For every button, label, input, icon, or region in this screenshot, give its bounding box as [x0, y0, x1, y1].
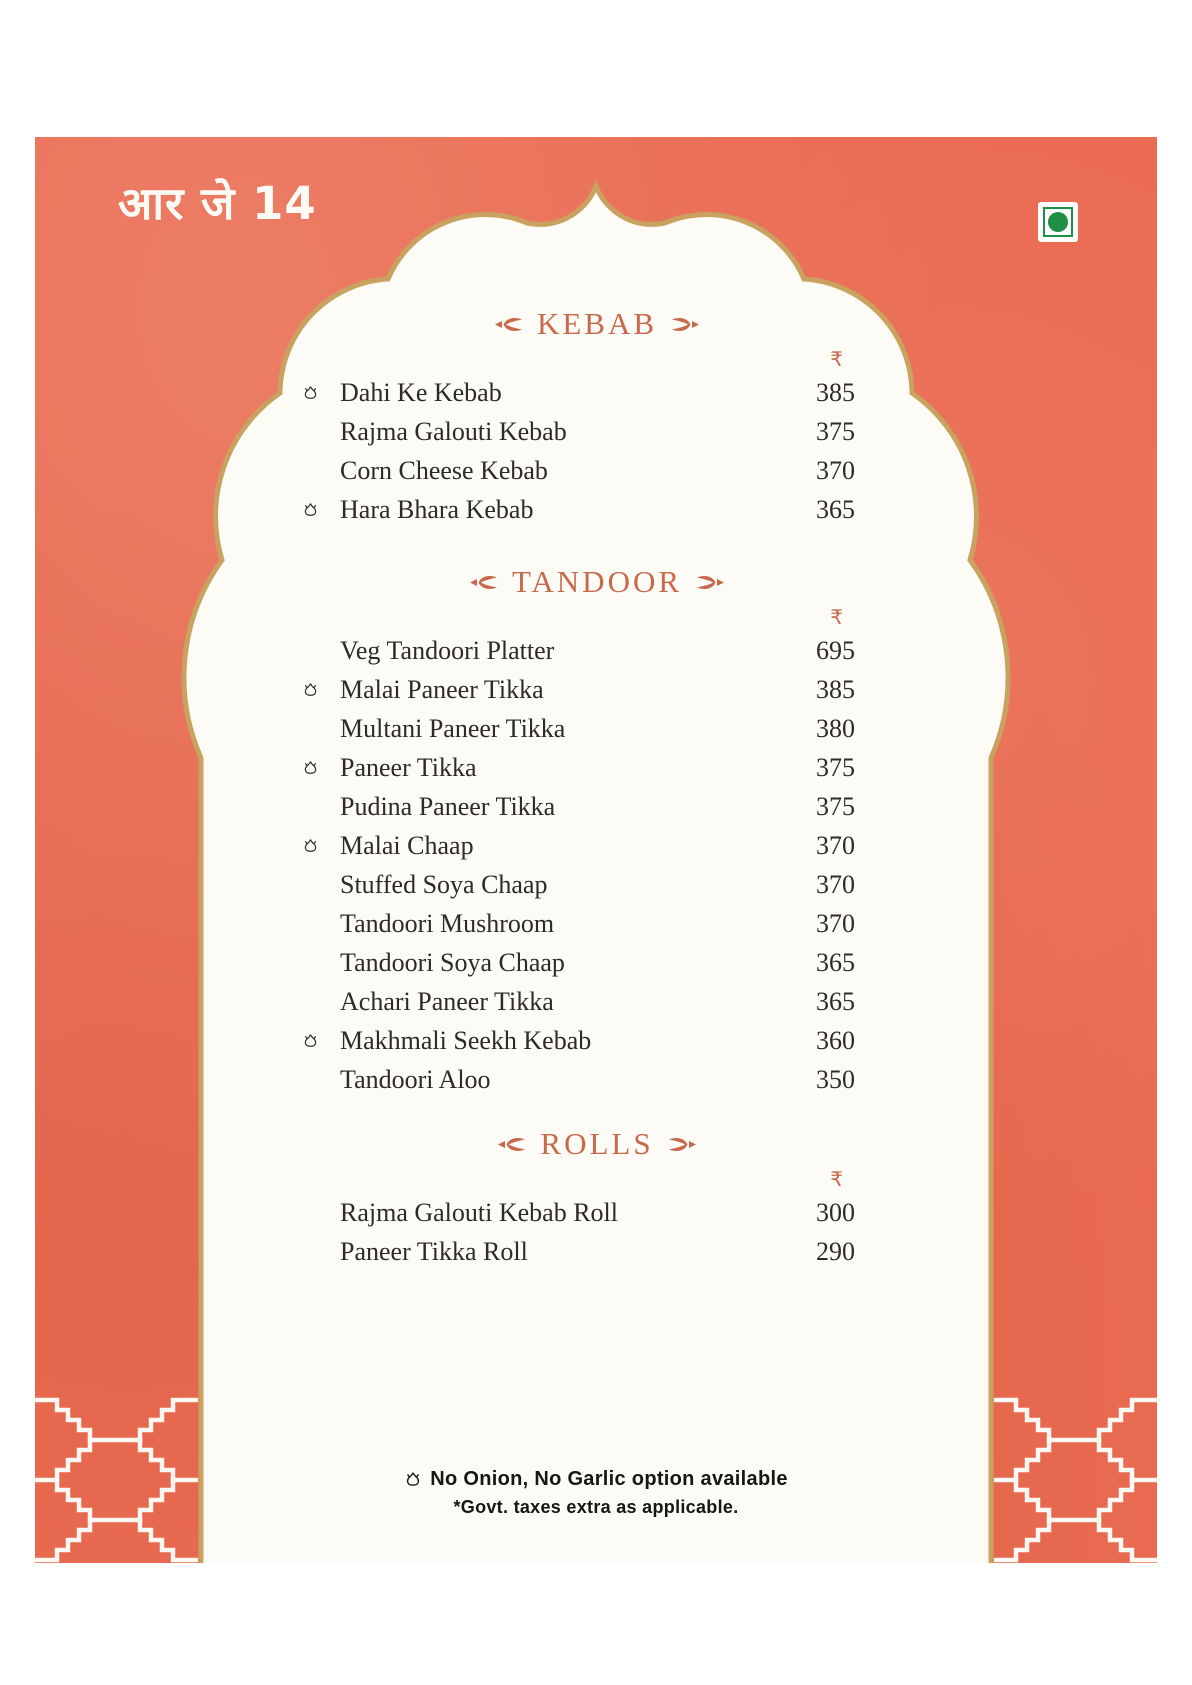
no-onion-garlic-slot	[300, 424, 340, 440]
section-title-text: KEBAB	[536, 306, 658, 341]
menu-item-list	[300, 1193, 855, 1271]
item-price: 375	[816, 752, 855, 782]
menu-item-row	[300, 709, 855, 748]
no-onion-garlic-icon	[302, 1033, 319, 1049]
menu-item-row	[300, 865, 855, 904]
menu-item-row	[300, 943, 855, 982]
no-onion-garlic-icon	[302, 682, 319, 698]
no-onion-garlic-slot	[300, 838, 340, 854]
no-onion-garlic-note	[198, 1466, 994, 1492]
fleur-left-icon	[494, 315, 524, 334]
no-onion-garlic-slot	[300, 1205, 340, 1221]
no-onion-garlic-slot	[300, 721, 340, 737]
no-onion-garlic-slot	[300, 760, 340, 776]
no-onion-garlic-slot	[300, 1244, 340, 1260]
currency-line	[300, 345, 855, 373]
item-price: 360	[816, 1025, 855, 1055]
menu-item-row	[300, 631, 855, 670]
fleur-right-icon	[695, 573, 725, 592]
item-name: Paneer Tikka Roll	[340, 1236, 528, 1266]
menu-item-row	[300, 1232, 855, 1271]
no-onion-garlic-slot	[300, 799, 340, 815]
item-name: Tandoori Soya Chaap	[340, 947, 565, 977]
item-price: 370	[816, 830, 855, 860]
no-onion-garlic-slot	[300, 1033, 340, 1049]
item-name: Rajma Galouti Kebab	[340, 416, 567, 446]
item-name: Achari Paneer Tikka	[340, 986, 554, 1016]
no-onion-garlic-slot	[300, 502, 340, 518]
item-name: Paneer Tikka	[340, 752, 477, 782]
fleur-right-icon	[667, 1135, 697, 1154]
menu-item-list	[300, 373, 855, 529]
item-price: 370	[816, 455, 855, 485]
fleur-left-icon	[469, 573, 499, 592]
rupee-symbol: ₹	[830, 1167, 843, 1191]
item-price: 385	[816, 377, 855, 407]
menu-item-row	[300, 748, 855, 787]
no-onion-garlic-slot	[300, 643, 340, 659]
section-title-text: TANDOOR	[511, 564, 683, 599]
taxes-note: *Govt. taxes extra as applicable.	[453, 1497, 739, 1517]
no-onion-garlic-icon	[302, 838, 319, 854]
menu-item-row	[300, 451, 855, 490]
menu-item-row	[300, 1193, 855, 1232]
menu-item-row	[300, 1021, 855, 1060]
menu-item-row	[300, 982, 855, 1021]
no-onion-garlic-text: No Onion, No Garlic option available	[430, 1467, 788, 1490]
section-title	[339, 303, 855, 345]
no-onion-garlic-slot	[300, 463, 340, 479]
menu-item-row	[300, 670, 855, 709]
item-price: 375	[816, 416, 855, 446]
currency-line	[300, 603, 855, 631]
menu-section	[300, 303, 855, 529]
item-price: 695	[816, 635, 855, 665]
no-onion-garlic-slot	[300, 385, 340, 401]
item-name: Malai Chaap	[340, 830, 474, 860]
item-name: Makhmali Seekh Kebab	[340, 1025, 592, 1055]
no-onion-garlic-slot	[300, 1072, 340, 1088]
menu-content	[300, 0, 855, 1271]
rupee-symbol: ₹	[830, 347, 843, 371]
veg-indicator-icon	[1038, 202, 1078, 242]
veg-indicator-frame	[1043, 207, 1073, 237]
menu-section	[300, 561, 855, 1099]
fleur-left-icon	[497, 1135, 527, 1154]
item-name: Hara Bhara Kebab	[340, 494, 534, 524]
menu-section	[300, 1123, 855, 1271]
rupee-symbol: ₹	[830, 605, 843, 629]
item-name: Veg Tandoori Platter	[340, 635, 555, 665]
item-price: 365	[816, 986, 855, 1016]
footnote	[198, 1466, 994, 1518]
menu-item-row	[300, 490, 855, 529]
kilim-pattern-right	[994, 1393, 1157, 1563]
item-name: Corn Cheese Kebab	[340, 455, 548, 485]
no-onion-garlic-icon	[302, 502, 319, 518]
no-onion-garlic-icon	[302, 385, 319, 401]
item-price: 365	[816, 494, 855, 524]
menu-item-row	[300, 826, 855, 865]
item-price: 365	[816, 947, 855, 977]
menu-item-list	[300, 631, 855, 1099]
item-name: Tandoori Aloo	[340, 1064, 491, 1094]
no-onion-garlic-slot	[300, 994, 340, 1010]
section-title	[339, 1123, 855, 1165]
item-name: Malai Paneer Tikka	[340, 674, 544, 704]
menu-item-row	[300, 904, 855, 943]
item-price: 370	[816, 869, 855, 899]
no-onion-garlic-icon	[404, 1471, 422, 1488]
item-price: 370	[816, 908, 855, 938]
item-price: 385	[816, 674, 855, 704]
menu-item-row	[300, 373, 855, 412]
item-name: Stuffed Soya Chaap	[340, 869, 548, 899]
fleur-right-icon	[670, 315, 700, 334]
kilim-pattern-left	[35, 1393, 198, 1563]
item-price: 350	[816, 1064, 855, 1094]
item-name: Dahi Ke Kebab	[340, 377, 502, 407]
section-title	[339, 561, 855, 603]
no-onion-garlic-slot	[300, 955, 340, 971]
item-name: Rajma Galouti Kebab Roll	[340, 1197, 619, 1227]
menu-item-row	[300, 787, 855, 826]
item-price: 380	[816, 713, 855, 743]
veg-indicator-dot	[1048, 212, 1068, 232]
item-price: 300	[816, 1197, 855, 1227]
item-name: Pudina Paneer Tikka	[340, 791, 556, 821]
item-price: 375	[816, 791, 855, 821]
no-onion-garlic-icon	[302, 760, 319, 776]
menu-item-row	[300, 412, 855, 451]
no-onion-garlic-slot	[300, 916, 340, 932]
item-name: Multani Paneer Tikka	[340, 713, 566, 743]
no-onion-garlic-slot	[300, 682, 340, 698]
section-title-text: ROLLS	[540, 1126, 654, 1161]
menu-item-row	[300, 1060, 855, 1099]
currency-line	[300, 1165, 855, 1193]
no-onion-garlic-slot	[300, 877, 340, 893]
brand-logo: आर जे 14	[118, 177, 317, 230]
item-price: 290	[816, 1236, 855, 1266]
item-name: Tandoori Mushroom	[340, 908, 555, 938]
